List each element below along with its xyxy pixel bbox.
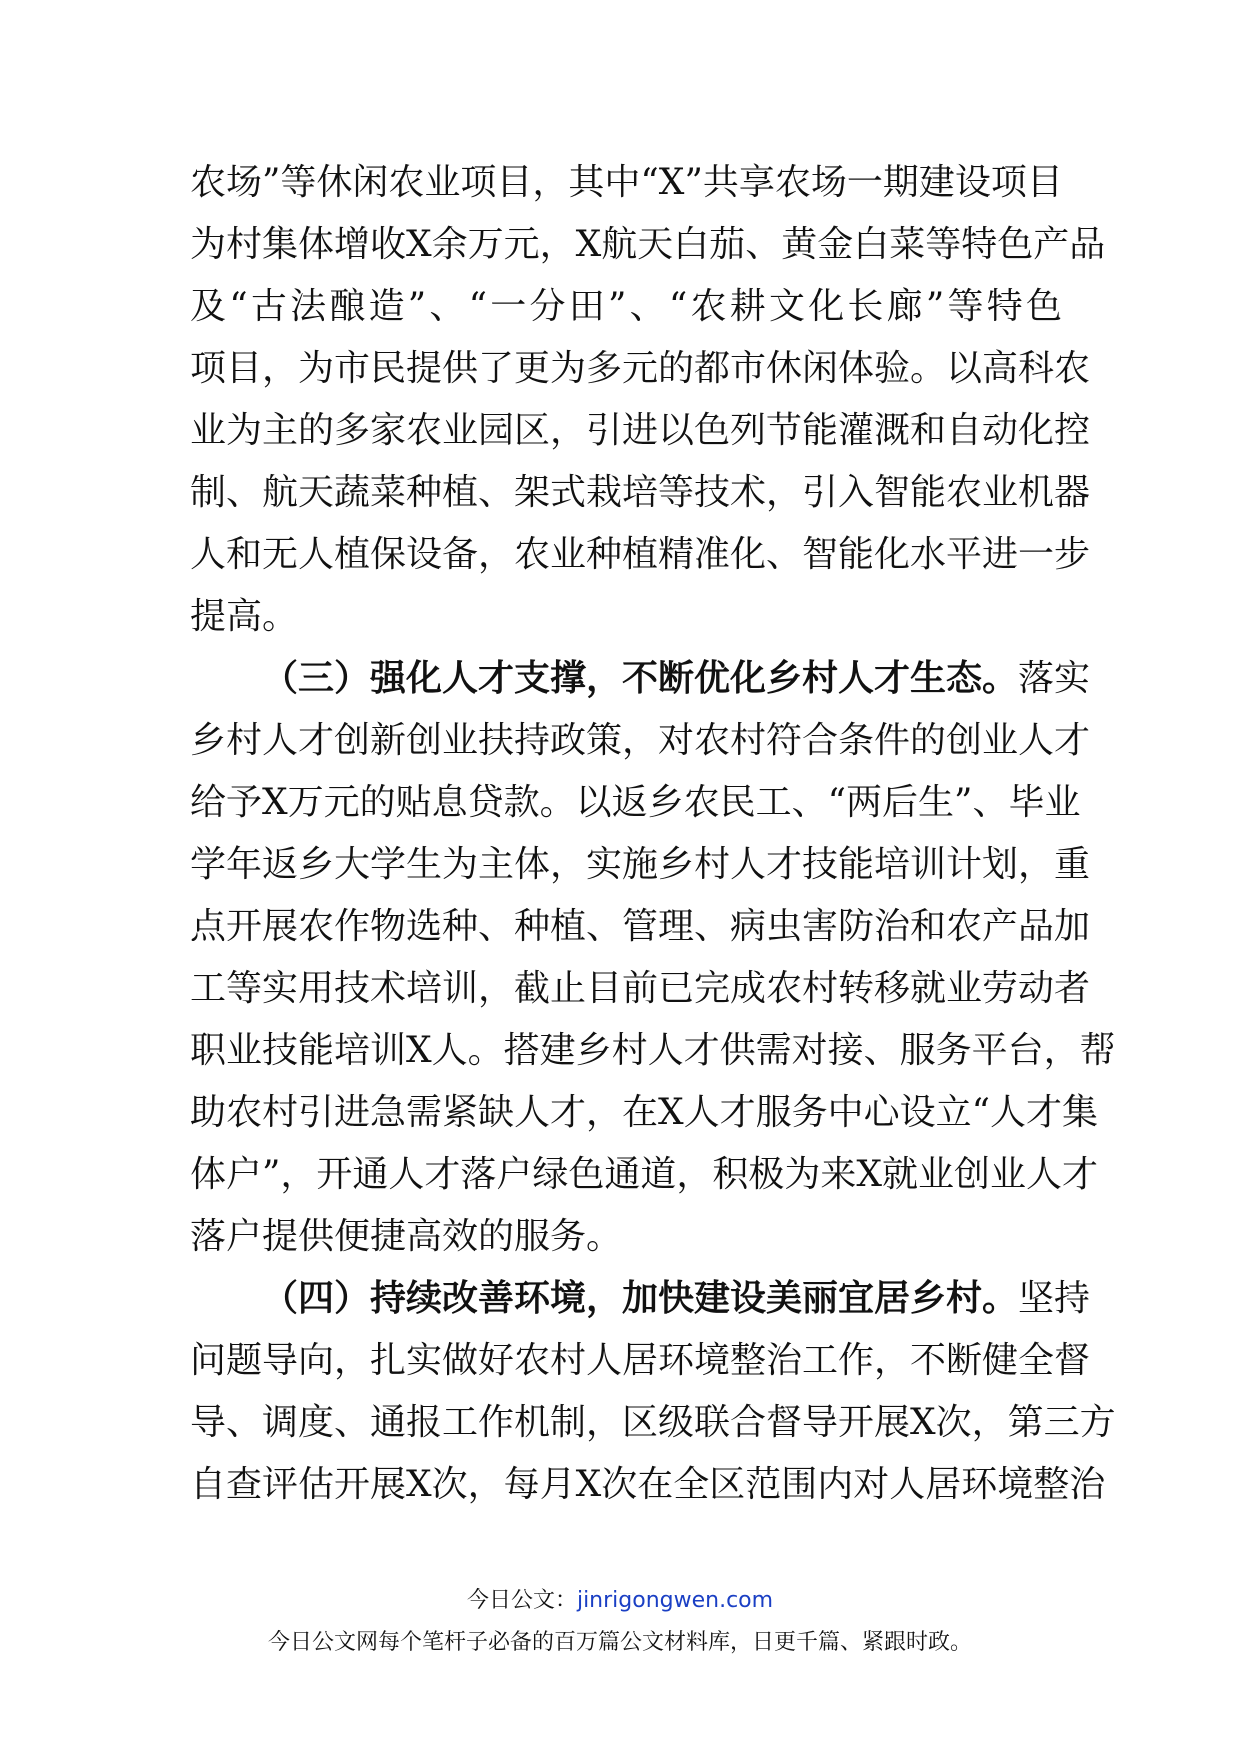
text-line: 农场”等休闲农业项目，其中“X”共享农场一期建设项目 xyxy=(190,162,1063,203)
text-line: 工等实用技术培训，截止目前已完成农村转移就业劳动者 xyxy=(190,968,1091,1009)
text-line: 自查评估开展X次，每月X次在全区范围内对人居环境整治 xyxy=(190,1464,1106,1505)
footer-slogan: 今日公文网每个笔杆子必备的百万篇公文材料库，日更千篇、紧跟时政。 xyxy=(267,1630,972,1655)
text-line: 制、航天蔬菜种植、架式栽培等技术，引入智能农业机器 xyxy=(190,472,1091,513)
text-line: 人和无人植保设备，农业种植精准化、智能化水平进一步 xyxy=(190,534,1091,575)
text-line: 为村集体增收X余万元，X航天白茄、黄金白菜等特色产品 xyxy=(190,224,1106,265)
text-line: 助农村引进急需紧缺人才，在X人才服务中心设立“人才集 xyxy=(190,1092,1099,1133)
document-body xyxy=(190,152,1116,1516)
text-line: 给予X万元的贴息贷款。以返乡农民工、“两后生”、毕业 xyxy=(190,782,1081,823)
text-line: 落户提供便捷高效的服务。 xyxy=(190,1216,623,1257)
text-line: 项目，为市民提供了更为多元的都市休闲体验。以高科农 xyxy=(190,348,1091,389)
text-line: 点开展农作物选种、种植、管理、病虫害防治和农产品加 xyxy=(190,906,1091,947)
text-line: 提高。 xyxy=(190,596,299,637)
text-fragment: 坚持 xyxy=(1018,1278,1091,1319)
text-line: 职业技能培训X人。搭建乡村人才供需对接、服务平台，帮 xyxy=(190,1030,1116,1071)
text-line: 问题导向，扎实做好农村人居环境整治工作，不断健全督 xyxy=(190,1340,1091,1381)
text-fragment: 落实 xyxy=(1018,658,1091,699)
text-line: 及“古法酿造”、“一分田”、“农耕文化长廊”等特色 xyxy=(190,286,1062,327)
text-line: 导、调度、通报工作机制，区级联合督导开展X次，第三方 xyxy=(190,1402,1116,1443)
paragraph-heading-line xyxy=(190,648,1091,710)
footer-site-label: 今日公文： xyxy=(466,1588,577,1613)
text-line: 学年返乡大学生为主体，实施乡村人才技能培训计划，重 xyxy=(190,844,1091,885)
text-line: 体户”，开通人才落户绿色通道，积极为来X就业创业人才 xyxy=(190,1154,1099,1195)
footer-site-link[interactable]: jinrigongwen.com xyxy=(576,1588,774,1613)
text-line: 乡村人才创新创业扶持政策，对农村符合条件的创业人才 xyxy=(190,720,1091,761)
paragraph-2 xyxy=(190,648,1116,1268)
paragraph-3 xyxy=(190,1268,1116,1516)
paragraph-1 xyxy=(190,152,1106,648)
text-line: 业为主的多家农业园区，引进以色列节能灌溉和自动化控 xyxy=(190,410,1091,451)
section-heading-3: （三）强化人才支撑，不断优化乡村人才生态。 xyxy=(262,658,1019,699)
footer-site-line xyxy=(0,1583,1240,1614)
paragraph-heading-line xyxy=(190,1268,1091,1330)
section-heading-4: （四）持续改善环境，加快建设美丽宜居乡村。 xyxy=(262,1278,1019,1319)
